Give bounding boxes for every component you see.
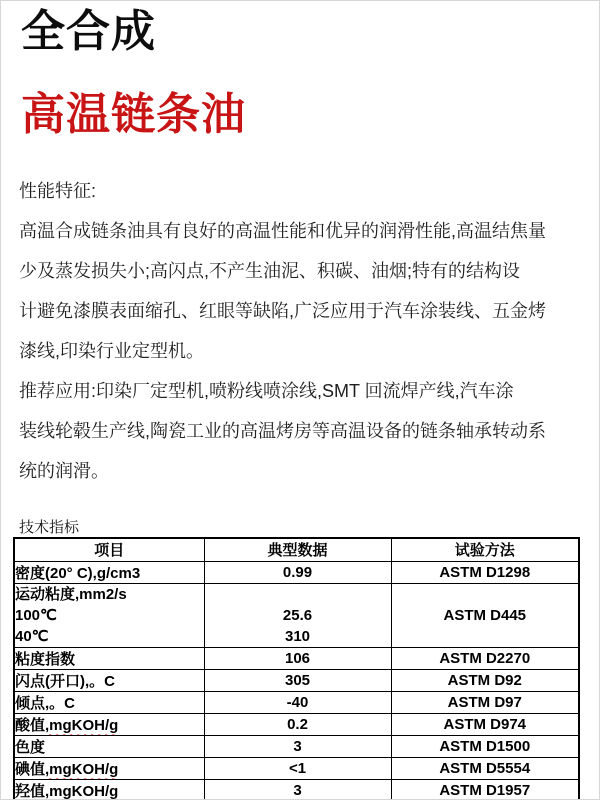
spec-method-cell: ASTM D1957: [391, 779, 579, 800]
body-line: 装线轮毂生产线,陶瓷工业的高温烤房等高温设备的链条轴承转动系: [19, 421, 546, 441]
spec-row-color: [14, 735, 579, 757]
spec-label-text: 羟值: [15, 782, 46, 800]
spec-method-cell: ASTM D1500: [391, 735, 579, 757]
spec-label-cell: 闪点(开口),。C: [14, 669, 204, 691]
spec-value-line: 310: [284, 627, 311, 645]
spec-table: [13, 537, 580, 800]
spec-value-cell: 106: [204, 647, 391, 669]
spec-row-iodine-value: [14, 757, 579, 779]
body-line: 计避免漆膜表面缩孔、红眼等缺陷,广泛应用于汽车涂装线、五金烤: [19, 301, 546, 321]
spec-value-cell: <1: [204, 757, 391, 779]
spec-value-cell: 0.2: [204, 713, 391, 735]
spec-table-caption: 技术指标: [19, 519, 80, 536]
spec-value-cell: -40: [204, 691, 391, 713]
spec-method-cell: ASTM D92: [391, 669, 579, 691]
spec-label-line: 100℃: [15, 606, 57, 624]
spec-label-cell: [14, 713, 204, 735]
performance-heading: 性能特征:: [19, 181, 97, 201]
spec-method-cell: ASTM D974: [391, 713, 579, 735]
spec-method-cell: ASTM D97: [391, 691, 579, 713]
spec-method-cell: ASTM D445: [391, 583, 579, 647]
body-line: 少及蒸发损失小;高闪点,不产生油泥、积碳、油烟;特有的结构设: [19, 261, 521, 281]
spec-value-cell: [204, 583, 391, 647]
spec-label-line: 40℃: [15, 627, 49, 645]
spec-label-cell: 密度(20° C),g/cm3: [14, 561, 204, 583]
spec-row-pour-point: [14, 691, 579, 713]
spec-label-cell: [14, 757, 204, 779]
spec-value-line: [205, 584, 391, 605]
header-cell-item: 项目: [14, 538, 204, 561]
body-line: 高温合成链条油具有良好的高温性能和优异的润滑性能,高温结焦量: [19, 221, 546, 241]
performance-section: [19, 171, 599, 491]
body-line: 漆线,印染行业定型机。: [19, 341, 204, 361]
spec-method-cell: ASTM D2270: [391, 647, 579, 669]
spec-row-density: [14, 561, 579, 583]
spec-row-viscosity-index: [14, 647, 579, 669]
spec-label-misspelled-text: ,mgKOH/g: [45, 782, 119, 800]
header-cell-test-method: 试验方法: [391, 538, 579, 561]
product-category-title: 全合成: [21, 7, 156, 56]
spec-label-line: 运动粘度,mm2/s: [15, 585, 127, 603]
spec-row-acid-value: [14, 713, 579, 735]
spec-label-cell: 粘度指数: [14, 647, 204, 669]
spec-value-line: 25.6: [282, 606, 313, 624]
spec-method-cell: ASTM D5554: [391, 757, 579, 779]
spec-row-hydroxyl-value: [14, 779, 579, 800]
spec-method-cell: ASTM D1298: [391, 561, 579, 583]
spec-label-cell: [14, 779, 204, 800]
spec-row-flash-point: [14, 669, 579, 691]
spec-label-misspelled-text: ,mgKOH/g: [45, 716, 119, 734]
spec-table-header-row: [14, 538, 579, 561]
product-name-title: 高温链条油: [21, 90, 246, 139]
spec-value-cell: 3: [204, 735, 391, 757]
body-line: 统的润滑。: [19, 461, 109, 481]
spec-value-cell: 305: [204, 669, 391, 691]
spec-value-cell: 0.99: [204, 561, 391, 583]
spec-row-kinematic-viscosity: [14, 583, 579, 647]
body-line: 推荐应用:印染厂定型机,喷粉线喷涂线,SMT 回流焊产线,汽车涂: [19, 381, 514, 401]
spec-label-text: 酸值: [15, 716, 46, 734]
spec-label-misspelled-text: ,mgKOH/g: [45, 760, 119, 778]
spec-label-text: 碘值: [15, 760, 46, 778]
spec-label-cell: [14, 583, 204, 647]
spec-label-cell: 色度: [14, 735, 204, 757]
header-cell-typical-data: 典型数据: [204, 538, 391, 561]
spec-value-cell: 3: [204, 779, 391, 800]
spec-label-cell: 倾点,。C: [14, 691, 204, 713]
